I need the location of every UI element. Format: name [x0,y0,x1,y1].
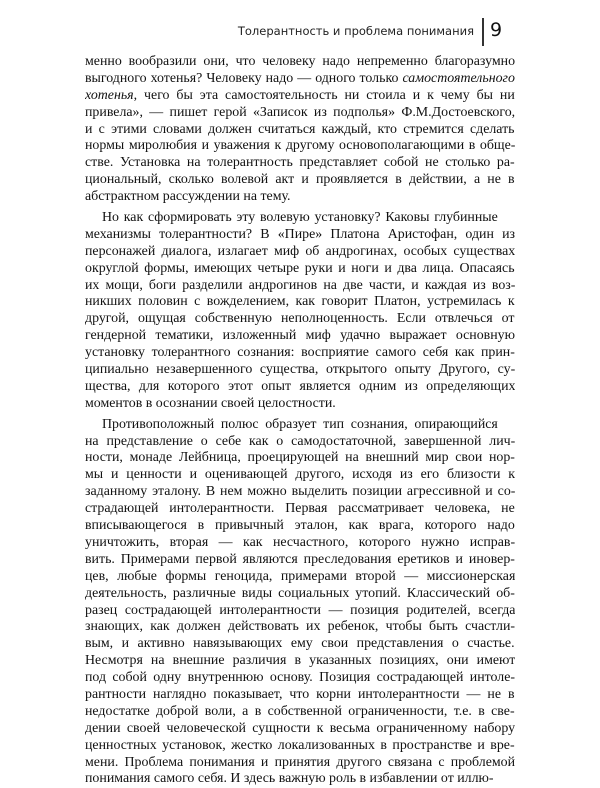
text-segment: Противоположный полюс образует тип сознания, опирающийся [102,416,498,432]
text-line [85,687,515,704]
text-segment: , чего бы эта самостоятельность ни стоила и к чему бы ни [133,87,515,103]
text-segment: щества, для которого этот опыт является одним из определяющих [85,378,515,394]
text-line [85,417,515,434]
text-line [85,771,515,788]
text-line [85,603,515,620]
text-line [85,704,515,721]
text-segment: нормы миролюбия и уважения к другому основополагающими в обще- [85,138,515,154]
text-line [85,396,515,413]
text-line [85,619,515,636]
text-segment: ности, монаде Лейбница, проецирующей на внешний мир свои нор- [85,450,515,466]
text-segment: персонажей диалога, излагает миф об андрогинах, особых существах [85,243,515,259]
text-line [85,721,515,738]
text-line [85,636,515,653]
text-line [85,569,515,586]
text-segment: механизмы толерантности? В «Пире» Платона Аристофан, один из [85,226,515,242]
text-segment: их мощи, боги разделили андрогинов на две части, и каждая из воз- [85,277,515,293]
text-line [85,328,515,345]
text-segment: циональный, сколько волевой акт и проявляется в действии, а не в [85,172,515,188]
text-segment: менно вообразили они, что человеку надо непременно благоразумно [85,54,515,69]
text-segment: Несмотря на внешние различия в указанных позициях, они имеют [85,653,515,669]
text-line [85,227,515,244]
text-segment: понимания самого себя. И здесь важную роль в избавлении от иллю- [85,771,494,787]
text-segment: под собой одну внутреннюю основу. Позиция сострадающей интоле- [85,670,515,686]
text-line [85,172,515,189]
text-line [85,105,515,122]
text-segment: знающих, как должен действовать их ребенок, чтобы быть счастли- [85,619,515,635]
text-line [85,518,515,535]
text-line [85,653,515,670]
text-segment: заданному эталону. В нем можно выделить позиции агрессивной и со- [85,484,515,500]
text-line [85,434,515,451]
text-segment: Но как сформировать эту волевую установку? Каковы глубинные [102,210,498,226]
paragraph [85,417,515,788]
text-line [85,345,515,362]
text-line [85,138,515,155]
text-line [85,379,515,396]
text-line [85,88,515,105]
text-line [85,189,515,206]
text-segment: установку толерантного сознания: восприятие самого себя как прин- [85,345,515,361]
text-segment: выгодного хотенья? Человеку надо — одного только [85,70,403,86]
text-segment: никших половин с вожделением, как говорит Платон, устремилась к [85,294,515,310]
body-text [85,54,515,788]
text-line [85,311,515,328]
running-title: Толерантность и проблема понимания [237,24,474,38]
text-segment: вить. Примерами первой являются преследования еретиков и иновер- [85,551,515,567]
text-segment: рантности наглядно показывает, что корни интолерантности — не в [85,686,515,702]
text-segment: округлой формы, имеющих четыре руки и ноги и два лица. Опасаясь [85,260,515,276]
text-segment: другой, ощущая собственную неполноценность. Если отвлечься от [85,311,515,327]
text-segment: моментов в осознании своей целостности. [85,395,336,411]
text-line [85,122,515,139]
text-line [85,278,515,295]
text-line [85,210,515,227]
text-line [85,261,515,278]
text-segment: вым, и активно навязывающих ему свои представления о счастье. [85,636,515,652]
text-line [85,755,515,772]
text-segment: привела», — пишет герой «Записок из подполья» Ф.М.Достоевского, [85,104,515,120]
text-segment: разец сострадающей интолерантности — позиция родителей, всегда [85,602,515,618]
text-line [85,738,515,755]
text-segment: гендерной тематики, изложенный миф удачно выражает основную [85,328,515,344]
header-divider [482,18,484,46]
text-segment: цев, любые формы геноцида, примерами второй — миссионерская [85,568,515,584]
text-segment: страдающей интолерантности. Первая рассматривает человека, не [85,501,515,517]
text-line [85,54,515,71]
text-segment: вписывающегося в привычный эталон, как врага, которого надо [85,518,515,534]
italic-text-segment: самостоятельного [402,70,515,86]
text-segment: и с этими словами должен считаться каждый, кто стремится сделать [85,121,515,137]
text-segment: деятельность, различные виды социальных утопий. Классический об- [85,585,515,601]
text-line [85,450,515,467]
text-line [85,484,515,501]
text-segment: стве. Установка на толерантность представляет собой не столько ра- [85,155,515,171]
text-line [85,71,515,88]
text-line [85,501,515,518]
text-segment: мени. Проблема понимания и принятия другого связана с проблемой [85,754,515,770]
text-line [85,362,515,379]
page-number: 9 [490,19,503,41]
text-segment: ценностных установок, жестко локализованных в пространстве и вре- [85,737,515,753]
text-line [85,552,515,569]
text-segment: недостатке доброй воли, а в собственной ограниченности, т.е. в све- [85,703,515,719]
text-line [85,670,515,687]
text-segment: на представление о себе как о самодостаточной, завершенной лич- [85,433,515,449]
text-segment: абстрактном рассуждении на тему. [85,189,291,205]
text-segment: ципиально незавершенного существа, открытого опыту Другого, су- [85,362,515,378]
text-line [85,294,515,311]
paragraph [85,54,515,206]
text-line [85,244,515,261]
text-line [85,586,515,603]
text-line [85,535,515,552]
italic-text-segment: хотенья [85,87,134,103]
text-line [85,467,515,484]
text-line [85,155,515,172]
paragraph [85,210,515,413]
text-segment: мы и ценности и оценивающей другого, исходя из его близости к [85,467,515,483]
text-segment: дении своей человеческой сущности к весьма ограниченному набору [85,720,515,736]
text-segment: уничтожить, вторая — как несчастного, которого нужно исправ- [85,534,515,550]
